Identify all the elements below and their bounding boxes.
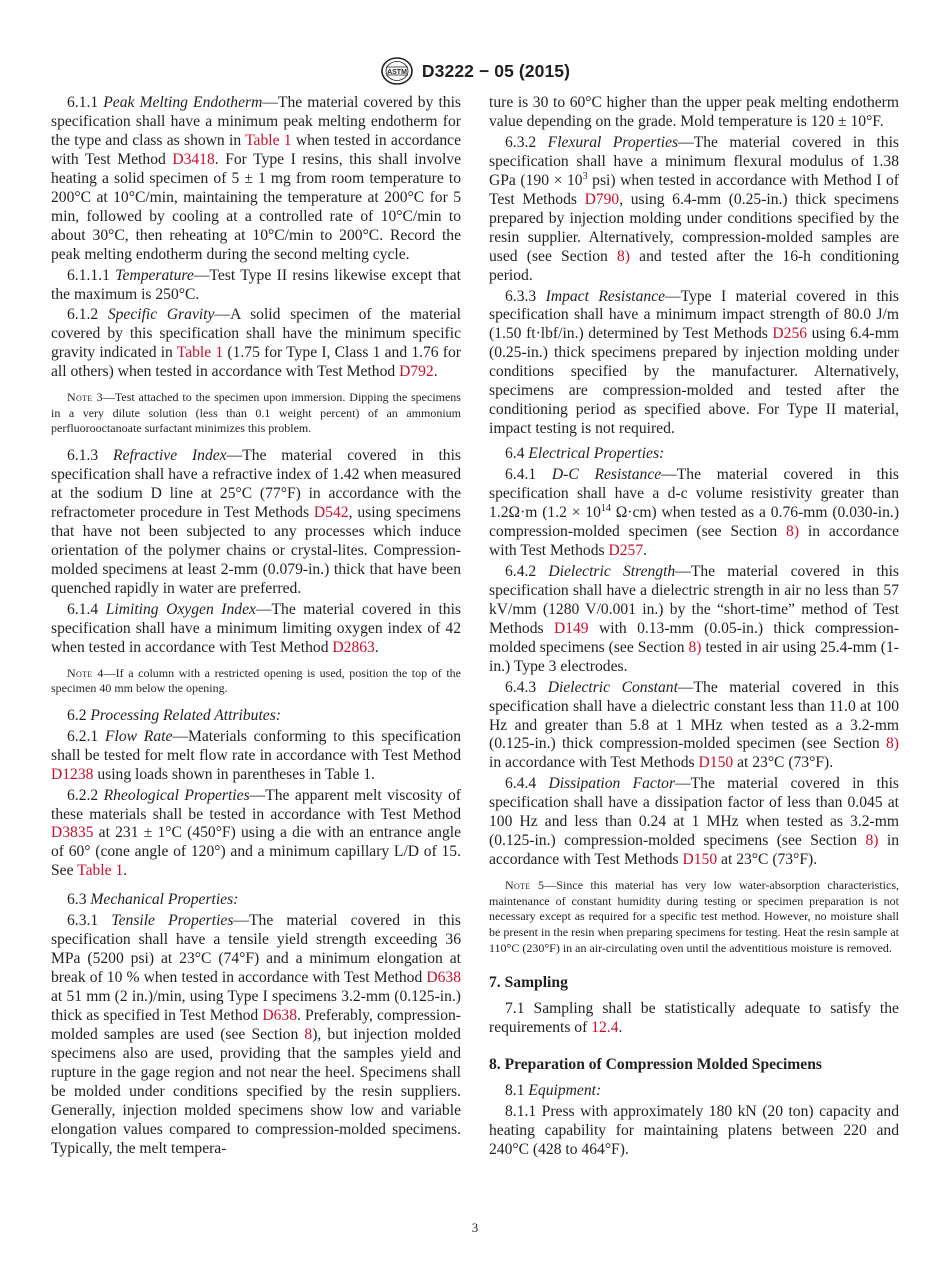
- document-designation: D3222 − 05 (2015): [421, 60, 571, 81]
- paragraph-6-4-1: 6.4.1 D-C Resistance—The material covered in this specification shall have a d-c volume resistivity greater than 1.2Ω·m ($1.2 \times 10^{14}$ Ω·cm) when tested as a 0.76-mm (0.030-in.) compression-molded specimen (see Section 8) in accordance with Test Methods D257.: [489, 466, 900, 559]
- d3418-link[interactable]: D3418: [172, 150, 215, 168]
- note-5: Note 5—Since this material has very low water-absorption characteristics, maintenance of constant humidity during testing or specimen preparation is not necessary except as required for a specific test method. However, no moisture shall be present in the resin when preparing specimens for testing. Heat the resin sample at 110°C (230°F) in an air-circulating oven until the adventitious moisture is removed.: [489, 878, 899, 955]
- paragraph-6-1-1-1: 6.1.1.1 Temperature—Test Type II resins likewise except that the maximum is 250°C.: [51, 266, 461, 303]
- paragraph-6-3-1-continued: ture is 30 to 60°C higher than the upper peak melting endotherm value depending on the grade. Mold temperature is 120 ± 10°F.: [489, 94, 899, 130]
- page-header: [0, 53, 950, 89]
- section-12-4-link[interactable]: 12.4: [591, 1019, 619, 1037]
- d792-link[interactable]: D792: [399, 363, 434, 381]
- paragraph-6-4-2: 6.4.2 Dielectric Strength—The material covered in this specification shall have a dielectric strength in air no less than 57 kV/mm (1280 V/0.001 in.) by the “short-time” method of Test Methods D149 with 0.13-mm (0.05-in.) thick compression-molded specimens (see Section 8) tested in air using 25.4-mm (1-in.) Type 3 electrodes.: [489, 562, 899, 675]
- astm-logo-icon: [380, 56, 414, 86]
- d790-link[interactable]: D790: [584, 190, 620, 208]
- d1238-link[interactable]: D1238: [51, 765, 94, 783]
- paragraph-6-4: 6.4 Electrical Properties:: [505, 445, 665, 463]
- section-7-heading: 7. Sampling: [489, 974, 568, 992]
- paragraph-6-3-1: 6.3.1 Tensile Properties—The material covered in this specification shall have a tensile yield strength exceeding 36 MPa (5200 psi) at 23°C (74°F) and a minimum elongation at break of 10 % when tested in accordance with Test Method D638 at 51 mm (2 in.)/min, using Type I specimens 3.2-mm (0.125-in.) thick as specified in Test Method D638. Preferably, compression-molded samples are used (see Section 8), but injection molded specimens also are used, providing that the samples yield and rupture in the gage region and not near the heel. Specimens shall be molded under conditions specified by the resin suppliers. Generally, injection molded specimens show low and variable elongation values compared to compression-molded specimens. Typically, the melt tempera-: [51, 912, 462, 1157]
- paragraph-6-2-2: 6.2.2 Rheological Properties—The apparent melt viscosity of these materials shall be tested in accordance with Test Method D3835 at 231 ± 1°C (450°F) using a die with an entrance angle of 60° (cone angle of 120°) and a minimum capillary L/D of 15. See Table 1.: [51, 786, 461, 880]
- paragraph-6-2-1: 6.2.1 Flow Rate—Materials conforming to this specification shall be tested for melt flow rate in accordance with Test Method D1238 using loads shown in parentheses in Table 1.: [51, 727, 462, 783]
- d638-link[interactable]: D638: [262, 1007, 297, 1025]
- paragraph-6-3-3: 6.3.3 Impact Resistance—Type I material covered in this specification shall have a minimum impact strength of 80.0 J/m (1.50 ft·lbf/in.) determined by Test Methods D256 using 6.4-mm (0.25-in.) thick specimens prepared by injection molding under conditions specified by the manufacturer. Alternatively, specimens are compression-molded and tested after the conditioning period as specified above. For Type II material, impact testing is not required.: [489, 287, 900, 438]
- paragraph-8-1-1: 8.1.1 Press with approximately 180 kN (20 ton) capacity and heating capability for maintaining platens between 220 and 240°C (428 to 464°F).: [489, 1102, 899, 1158]
- paragraph-6-4-3: 6.4.3 Dielectric Constant—The material covered in this specification shall have a dielectric constant less than 11.0 at 100 Hz and greater than 5.8 at 1 MHz when tested as a 3.2-mm (0.125-in.) thick compression-molded specimen (see Section 8) in accordance with Test Methods D150 at 23°C (73°F).: [489, 678, 899, 772]
- section-8-link[interactable]: 8): [886, 735, 899, 753]
- paragraph-6-4-4: 6.4.4 Dissipation Factor—The material covered in this specification shall have a dissipation factor of less than 0.045 at 100 Hz and less than 0.24 at 1 MHz when tested as 3.2-mm (0.125-in.) compression-molded specimens (see Section 8) in accordance with Test Methods D150 at 23°C (73°F).: [489, 775, 899, 869]
- d638-link[interactable]: D638: [426, 969, 461, 987]
- note-3: Note 3—Test attached to the specimen upon immersion. Dipping the specimens in a very dilute solution (less than 0.1 weight percent) of an ammonium perfluorooctanoate surfactant minimizes this problem.: [51, 390, 461, 436]
- note-4: Note 4—If a column with a restricted opening is used, position the top of the specimen 40 mm below the opening.: [51, 665, 461, 696]
- paragraph-6-1-3: 6.1.3 Refractive Index—The material covered in this specification shall have a refractive index of 1.42 when measured at the sodium D line at 25°C (77°F) in accordance with the refractometer procedure in Test Methods D542, using specimens that have not been subjected to any processes which induce orientation of the polymer chains or crystal-lites. Compression-molded specimens at least 2-mm (0.079-in.) thick that have been quenched rapidly in water are preferred.: [51, 447, 461, 597]
- table-1-link[interactable]: Table 1: [77, 862, 124, 880]
- section-8-link[interactable]: 8: [304, 1026, 313, 1043]
- paragraph-7-1: 7.1 Sampling shall be statistically adequate to satisfy the requirements of 12.4.: [489, 1000, 899, 1037]
- section-8-link[interactable]: 8): [865, 832, 879, 850]
- paragraph-6-3: 6.3 Mechanical Properties:: [67, 891, 239, 909]
- section-8-link[interactable]: 8): [617, 247, 630, 265]
- paragraph-8-1: 8.1 Equipment:: [505, 1082, 602, 1099]
- d2863-link[interactable]: D2863: [332, 638, 375, 656]
- paragraph-6-1-2: 6.1.2 Specific Gravity—A solid specimen of the material covered by this specification shall have the minimum specific gravity indicated in Table 1 (1.75 for Type I, Class 1 and 1.76 for all others) when tested in accordance with Test Method D792.: [51, 306, 461, 381]
- svg-text:ASTM: ASTM: [387, 69, 407, 76]
- section-8-heading: 8. Preparation of Compression Molded Specimens: [489, 1056, 822, 1073]
- d3835-link[interactable]: D3835: [51, 824, 94, 842]
- paragraph-6-1-4: 6.1.4 Limiting Oxygen Index—The material covered in this specification shall have a minimum limiting oxygen index of 42 when tested in accordance with Test Method D2863.: [51, 600, 461, 656]
- d150-link[interactable]: D150: [698, 754, 734, 772]
- table-1-link[interactable]: Table 1: [176, 344, 224, 362]
- section-8-link[interactable]: 8): [688, 638, 702, 656]
- d542-link[interactable]: D542: [313, 503, 349, 521]
- d149-link[interactable]: D149: [553, 619, 589, 637]
- d257-link[interactable]: D257: [608, 541, 644, 559]
- paragraph-6-1-1: 6.1.1 Peak Melting Endotherm—The material covered by this specification shall have a minimum peak melting endotherm for the type and class as shown in Table 1 when tested in accordance with Test Method D3418. For Type I resins, this shall involve heating a solid specimen of 5 ± 1 mg from room temperature to 200°C at 10°C/min, maintaining the temperature at 200°C for 5 min, followed by cooling at a controlled rate of 10°C/min to about 30°C, then reheating at 10°C/min to 200°C. Record the peak melting endotherm during the second melting cycle.: [51, 94, 462, 263]
- section-8-link[interactable]: 8): [786, 522, 800, 540]
- d150-link[interactable]: D150: [682, 851, 718, 869]
- left-column: [51, 94, 461, 1161]
- table-1-link[interactable]: Table 1: [245, 131, 292, 149]
- page-number: 3: [471, 1220, 479, 1235]
- paragraph-6-2: 6.2 Processing Related Attributes:: [67, 706, 281, 724]
- d256-link[interactable]: D256: [772, 325, 808, 343]
- right-column: [489, 94, 899, 1162]
- paragraph-6-3-2: 6.3.2 Flexural Properties—The material covered in this specification shall have a minimum flexural modulus of 1.38 GPa ($190 \times 10^3$ psi) when tested in accordance with Method I of Test Methods D790, using 6.4-mm (0.25-in.) thick specimens prepared by injection molding under conditions specified by the resin supplier. Alternatively, compression-molded samples are used (see Section 8) and tested after the 16-h conditioning period.: [489, 133, 899, 284]
